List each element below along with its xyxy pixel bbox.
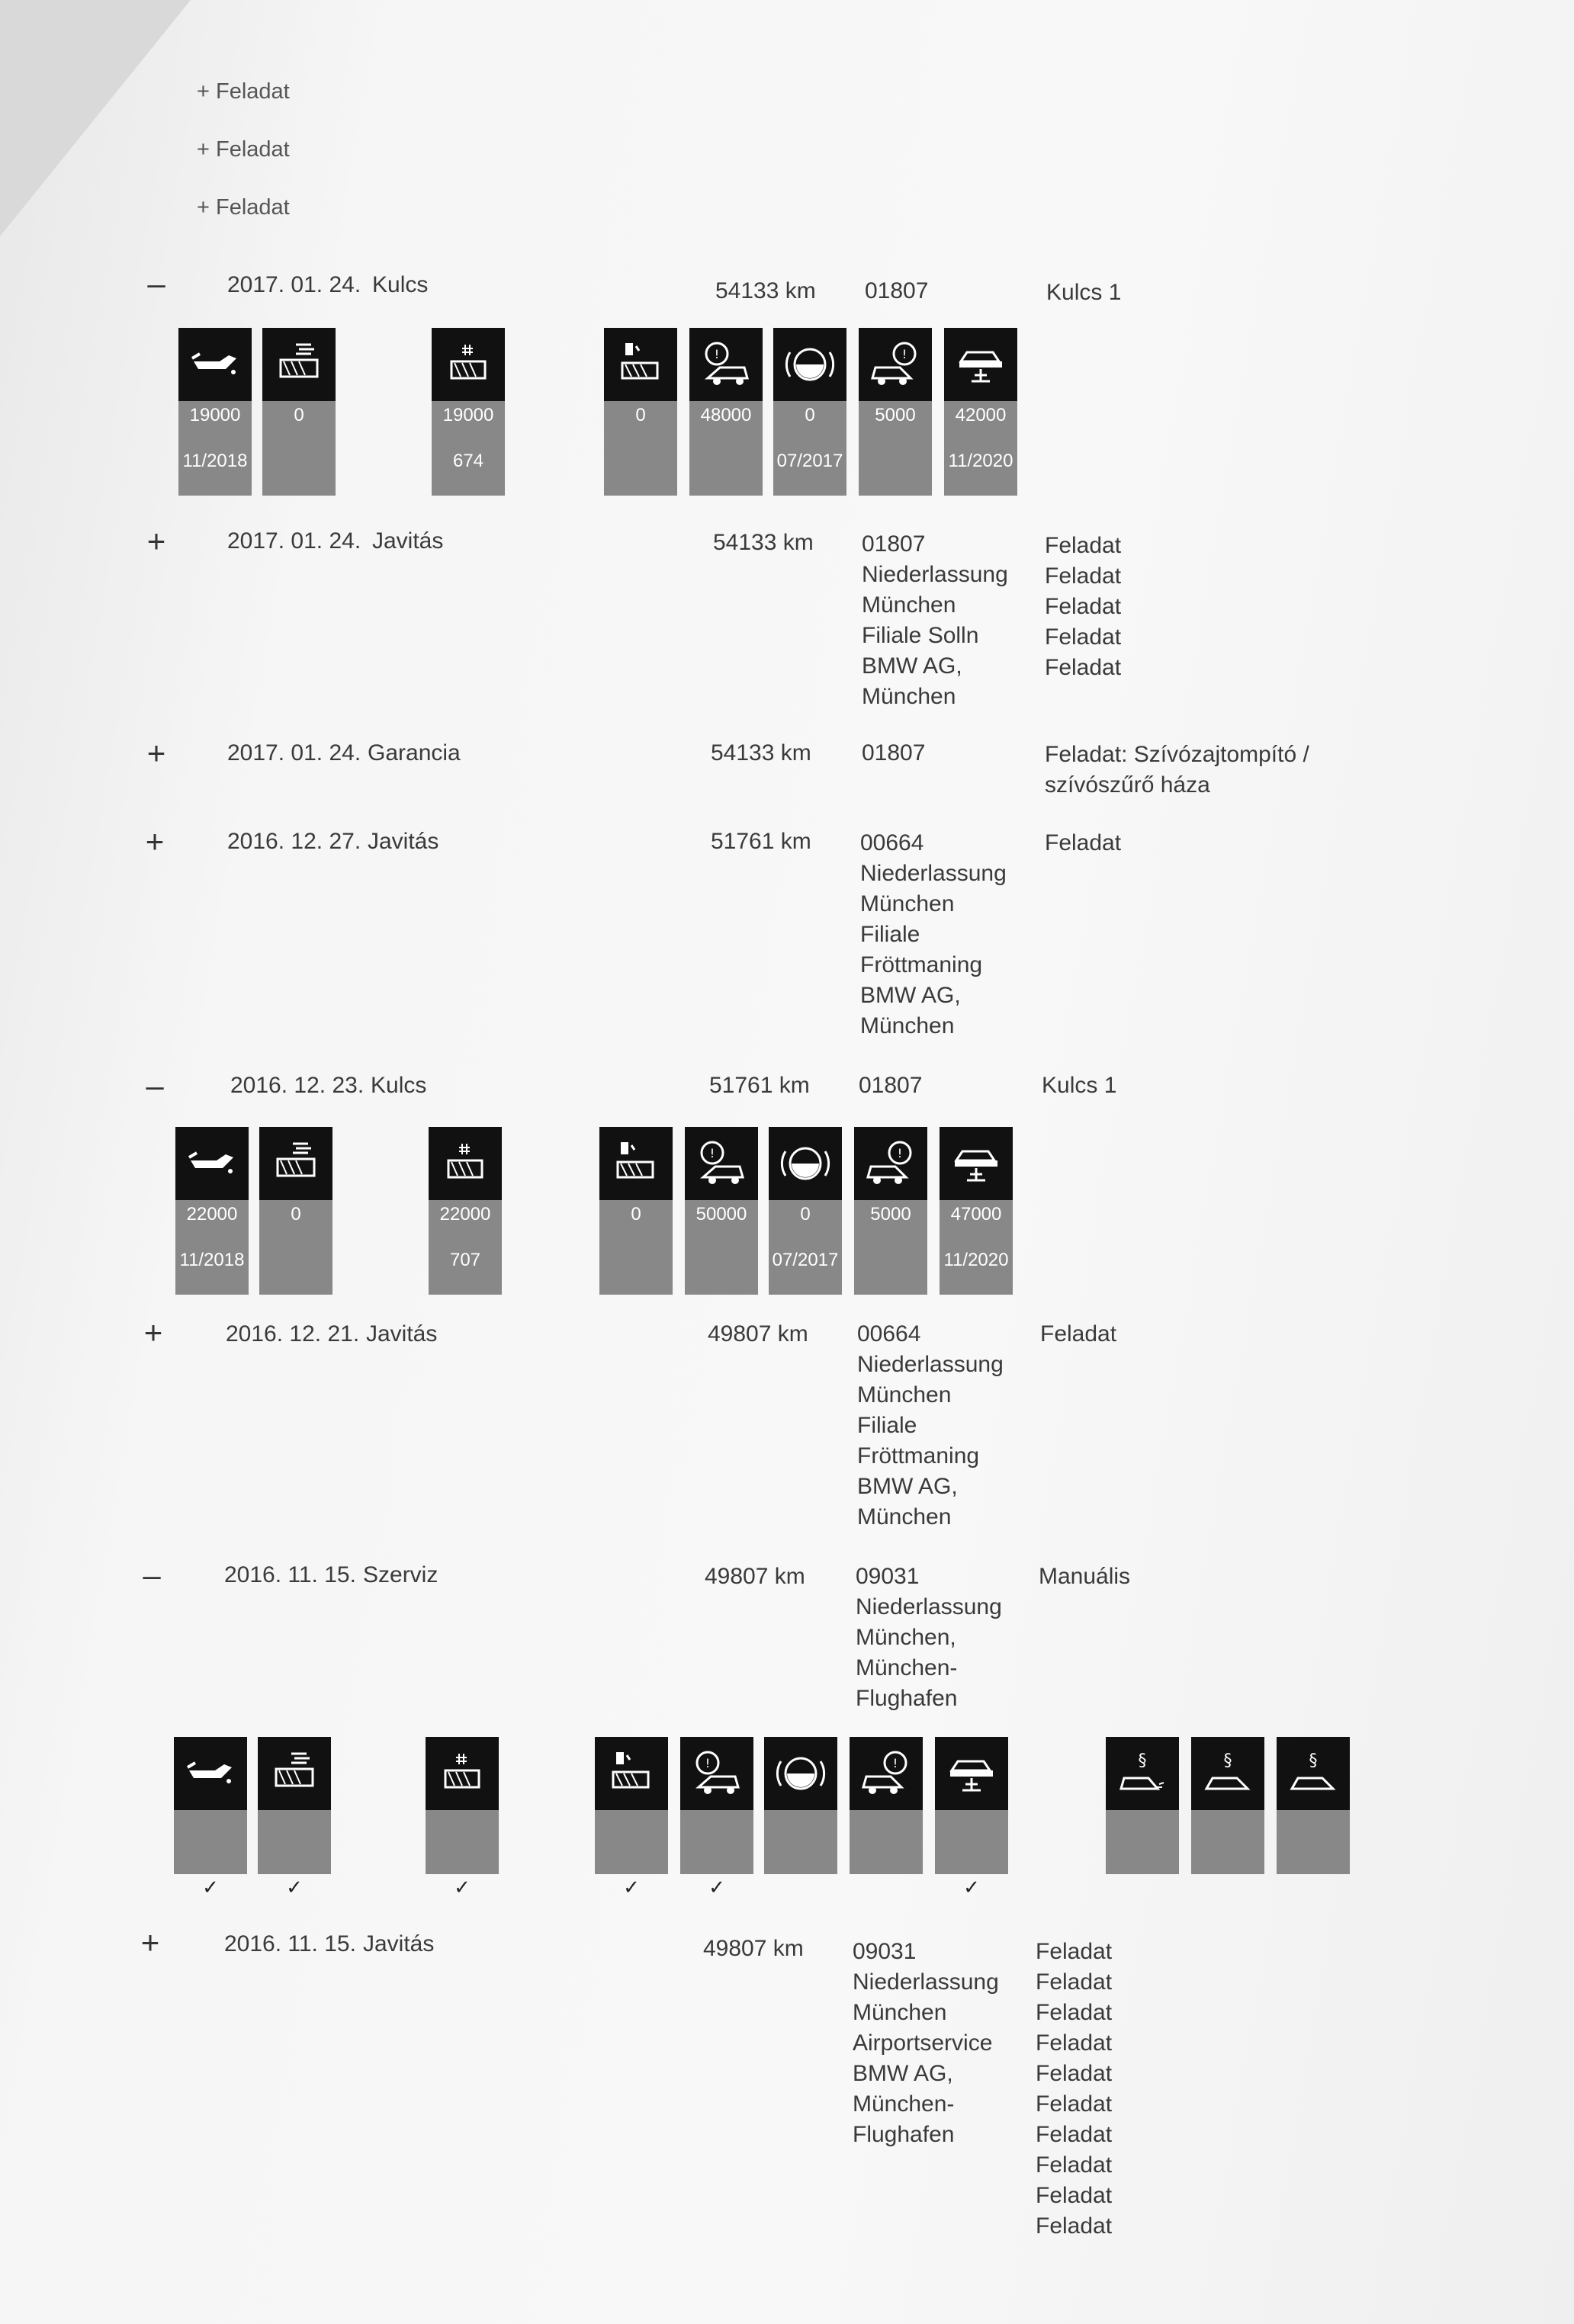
- svg-text:!: !: [892, 1756, 898, 1770]
- entry-detail: Kulcs 1: [1046, 280, 1122, 305]
- entry-type: Kulcs: [371, 1073, 427, 1098]
- task-item[interactable]: + Feladat: [197, 195, 290, 220]
- indicator-value: 19000: [189, 405, 241, 425]
- entry-date: 2016. 12. 21.: [226, 1321, 360, 1347]
- legal-inspection-car-2-icon: [1277, 1737, 1350, 1810]
- service-indicator: [259, 1127, 332, 1295]
- microfilter-icon: [429, 1127, 502, 1200]
- entry-km: 54133 km: [711, 740, 811, 766]
- indicator-value: 48000: [700, 405, 752, 425]
- task-item[interactable]: + Feladat: [197, 137, 290, 162]
- service-indicator: [1191, 1737, 1264, 1874]
- entry-details: Feladat Feladat Feladat Feladat Feladat: [1045, 533, 1122, 680]
- service-indicator: [595, 1737, 668, 1899]
- collapse-toggle[interactable]: –: [146, 1067, 164, 1103]
- indicator-value: 5000: [870, 1204, 911, 1225]
- entry-km: 49807 km: [708, 1321, 808, 1347]
- service-indicator: [429, 1127, 502, 1295]
- entry-km: 51761 km: [709, 1073, 810, 1098]
- checkmark: ✓: [454, 1876, 471, 1899]
- service-indicator: [680, 1737, 753, 1899]
- service-indicator: [175, 1127, 249, 1295]
- entry-detail: Manuális: [1039, 1564, 1131, 1589]
- entry-km: 49807 km: [705, 1564, 805, 1589]
- service-indicator: [1106, 1737, 1179, 1874]
- entry-type: Javitás: [366, 1321, 438, 1347]
- entry-code: 00664: [860, 830, 924, 855]
- entry-date: 2017. 01. 24.: [227, 528, 361, 554]
- entry-location: Niederlassung München, München- Flughafen: [856, 1594, 1002, 1711]
- service-indicator: [258, 1737, 331, 1899]
- front-brake-icon: [689, 328, 763, 401]
- rear-brake-icon: [854, 1127, 927, 1200]
- legal-inspection-car-icon: [1191, 1737, 1264, 1810]
- service-indicator: [426, 1737, 499, 1899]
- entry-location: Niederlassung München Filiale Fröttmaning BMW AG, München: [857, 1352, 1004, 1530]
- checkmark: ✓: [286, 1876, 303, 1899]
- svg-text:§: §: [1223, 1751, 1232, 1770]
- service-indicator: [689, 328, 763, 496]
- fuel-filter-icon: [604, 328, 677, 401]
- entry-details: Feladat Feladat Feladat Feladat Feladat Feladat Feladat Feladat Feladat Feladat: [1036, 1939, 1113, 2239]
- brake-fluid-icon: [764, 1737, 837, 1810]
- svg-text:!: !: [901, 347, 907, 361]
- service-indicator: [850, 1737, 923, 1874]
- microfilter-icon: [432, 328, 505, 401]
- indicator-value: 22000: [439, 1204, 491, 1225]
- entry-code: 00664: [857, 1321, 921, 1347]
- oil-can-icon: [178, 328, 252, 401]
- service-indicator: [854, 1127, 927, 1295]
- expand-toggle[interactable]: +: [140, 1924, 160, 1960]
- indicator-date: 07/2017: [776, 451, 843, 471]
- oil-can-icon: [175, 1127, 249, 1200]
- indicator-date: 11/2018: [179, 1250, 245, 1270]
- entry-date: 2016. 11. 15.: [224, 1562, 356, 1587]
- svg-text:!: !: [709, 1146, 715, 1160]
- entry-code: 09031: [856, 1564, 920, 1589]
- svg-text:!: !: [897, 1146, 903, 1160]
- service-indicator: [773, 328, 846, 496]
- entry-location: Niederlassung München Airportservice BMW AG, München- Flughafen: [853, 1969, 999, 2147]
- brake-fluid-icon: [769, 1127, 842, 1200]
- vehicle-check-icon: [935, 1737, 1008, 1810]
- service-indicator: [944, 328, 1017, 496]
- service-indicator: [174, 1737, 247, 1899]
- rear-brake-icon: [850, 1737, 923, 1810]
- entry-km: 49807 km: [703, 1936, 804, 1961]
- svg-text:§: §: [1138, 1751, 1147, 1770]
- indicator-value: 19000: [442, 405, 494, 425]
- entry-code: 01807: [859, 1073, 923, 1098]
- service-indicator: [432, 328, 505, 496]
- svg-text:!: !: [705, 1756, 711, 1770]
- indicator-date: 674: [452, 451, 484, 471]
- expand-toggle[interactable]: +: [145, 823, 165, 859]
- indicator-value: 5000: [875, 405, 916, 425]
- entry-type: Javitás: [363, 1931, 435, 1956]
- service-indicator: [940, 1127, 1013, 1295]
- air-filter-icon: [262, 328, 336, 401]
- task-item[interactable]: + Feladat: [197, 79, 290, 104]
- service-indicator: [764, 1737, 837, 1874]
- entry-code: 09031: [853, 1939, 917, 1964]
- oil-can-icon: [174, 1737, 247, 1810]
- indicator-value: 0: [291, 1204, 301, 1225]
- expand-toggle[interactable]: +: [146, 735, 166, 771]
- indicator-date: 11/2020: [943, 1250, 1009, 1270]
- checkmark: ✓: [623, 1876, 640, 1899]
- entry-code: 01807: [865, 278, 929, 303]
- service-indicator: [262, 328, 336, 496]
- air-filter-icon: [258, 1737, 331, 1810]
- entry-date: 2016. 11. 15.: [224, 1931, 356, 1956]
- checkmark: ✓: [708, 1876, 725, 1899]
- expand-toggle[interactable]: +: [143, 1314, 163, 1350]
- indicator-value: 22000: [186, 1204, 238, 1225]
- indicator-date: 707: [449, 1250, 481, 1270]
- entry-date: 2016. 12. 23.: [230, 1073, 365, 1098]
- entry-location: Niederlassung München Filiale Fröttmaning BMW AG, München: [860, 861, 1007, 1038]
- entry-km: 51761 km: [711, 829, 811, 854]
- entry-detail: Feladat: [1040, 1321, 1117, 1347]
- fuel-filter-icon: [599, 1127, 673, 1200]
- indicator-value: 0: [294, 405, 304, 425]
- service-indicator: [1277, 1737, 1350, 1874]
- entry-details: Feladat: Szívózajtompító / szívószűrő háza: [1045, 742, 1309, 798]
- vehicle-check-icon: [940, 1127, 1013, 1200]
- indicator-value: 0: [805, 405, 815, 425]
- folded-corner: [0, 0, 191, 236]
- microfilter-icon: [426, 1737, 499, 1810]
- expand-toggle[interactable]: +: [146, 523, 166, 559]
- service-indicator: [604, 328, 677, 496]
- entry-date: 2017. 01. 24.: [227, 272, 361, 297]
- indicator-date: 11/2020: [948, 451, 1013, 471]
- fuel-filter-icon: [595, 1737, 668, 1810]
- rear-brake-icon: [859, 328, 932, 401]
- indicator-value: 47000: [950, 1204, 1002, 1225]
- brake-fluid-icon: [773, 328, 846, 401]
- indicator-value: 0: [800, 1204, 811, 1225]
- entry-type: Garancia: [368, 740, 461, 766]
- entry-km: 54133 km: [713, 530, 814, 555]
- service-indicator: [769, 1127, 842, 1295]
- entry-detail: Feladat: [1045, 830, 1122, 855]
- indicator-value: 0: [635, 405, 646, 425]
- entry-type: Javitás: [372, 528, 444, 554]
- entry-type: Szerviz: [363, 1562, 438, 1587]
- entry-date: 2017. 01. 24.: [227, 740, 361, 766]
- collapse-toggle[interactable]: –: [143, 1557, 161, 1593]
- indicator-value: 50000: [695, 1204, 747, 1225]
- indicator-date: 07/2017: [772, 1250, 839, 1270]
- entry-type: Javitás: [368, 829, 439, 854]
- checkmark: ✓: [963, 1876, 980, 1899]
- vehicle-check-icon: [944, 328, 1017, 401]
- entry-detail: Kulcs 1: [1042, 1073, 1117, 1098]
- entry-code: 01807: [862, 531, 926, 557]
- indicator-value: 42000: [955, 405, 1007, 425]
- service-indicator: [685, 1127, 758, 1295]
- service-indicator: [178, 328, 252, 496]
- indicator-date: 11/2018: [182, 451, 248, 471]
- collapse-toggle[interactable]: –: [147, 265, 165, 301]
- entry-location: Niederlassung München Filiale Solln BMW AG, München: [862, 562, 1008, 709]
- front-brake-icon: [685, 1127, 758, 1200]
- service-indicator: [859, 328, 932, 496]
- svg-text:§: §: [1309, 1751, 1318, 1770]
- entry-type: Kulcs: [372, 272, 429, 297]
- checkmark: ✓: [202, 1876, 219, 1899]
- legal-inspection-exhaust-icon: [1106, 1737, 1179, 1810]
- entry-date: 2016. 12. 27.: [227, 829, 361, 854]
- indicator-value: 0: [631, 1204, 641, 1225]
- air-filter-icon: [259, 1127, 332, 1200]
- service-indicator: [599, 1127, 673, 1295]
- svg-text:!: !: [714, 347, 720, 361]
- entry-km: 54133 km: [715, 278, 816, 303]
- entry-code: 01807: [862, 740, 926, 766]
- service-indicator: [935, 1737, 1008, 1899]
- front-brake-icon: [680, 1737, 753, 1810]
